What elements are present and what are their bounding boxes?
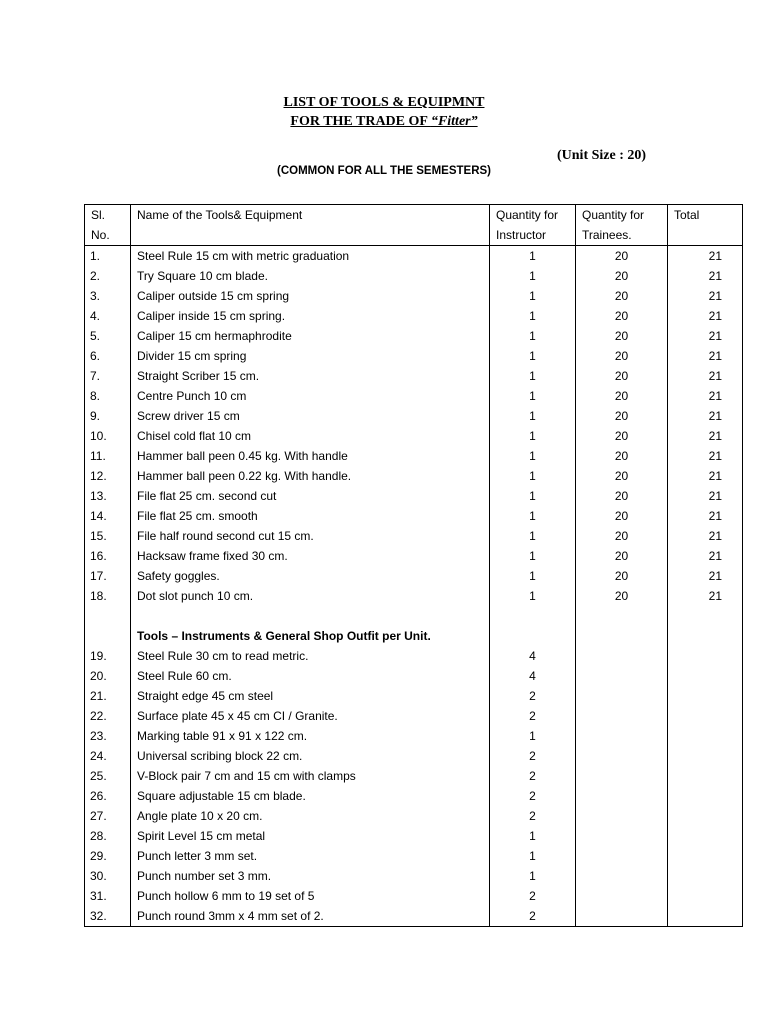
row-qty-instructor: 1 xyxy=(490,866,576,886)
table-row xyxy=(85,826,743,846)
section-sl-cell xyxy=(85,626,131,646)
row-tool-name: Spirit Level 15 cm metal xyxy=(131,826,490,846)
table-row xyxy=(85,306,743,326)
table-row xyxy=(85,466,743,486)
row-total: 21 xyxy=(668,586,743,606)
row-qty-trainees: 20 xyxy=(576,506,668,526)
row-total xyxy=(668,786,743,806)
col-header-name: Name of the Tools& Equipment xyxy=(131,205,490,246)
row-qty-trainees: 20 xyxy=(576,366,668,386)
table-row xyxy=(85,406,743,426)
row-total: 21 xyxy=(668,286,743,306)
row-qty-instructor: 2 xyxy=(490,786,576,806)
row-qty-trainees xyxy=(576,686,668,706)
row-qty-trainees: 20 xyxy=(576,286,668,306)
row-tool-name: Punch hollow 6 mm to 19 set of 5 xyxy=(131,886,490,906)
row-tool-name: Hammer ball peen 0.22 kg. With handle. xyxy=(131,466,490,486)
row-qty-trainees: 20 xyxy=(576,406,668,426)
row-sl-no: 3. xyxy=(85,286,131,306)
row-tool-name: Steel Rule 30 cm to read metric. xyxy=(131,646,490,666)
row-qty-instructor: 4 xyxy=(490,646,576,666)
row-sl-no: 32. xyxy=(85,906,131,927)
row-total xyxy=(668,886,743,906)
row-tool-name: Surface plate 45 x 45 cm CI / Granite. xyxy=(131,706,490,726)
row-total xyxy=(668,686,743,706)
table-row xyxy=(85,286,743,306)
row-total: 21 xyxy=(668,246,743,267)
row-tool-name: Dot slot punch 10 cm. xyxy=(131,586,490,606)
row-tool-name: Square adjustable 15 cm blade. xyxy=(131,786,490,806)
row-sl-no: 26. xyxy=(85,786,131,806)
row-qty-instructor: 1 xyxy=(490,286,576,306)
row-qty-instructor: 1 xyxy=(490,726,576,746)
row-qty-trainees: 20 xyxy=(576,246,668,267)
row-qty-instructor: 2 xyxy=(490,906,576,927)
row-total: 21 xyxy=(668,426,743,446)
row-sl-no: 17. xyxy=(85,566,131,586)
row-sl-no: 23. xyxy=(85,726,131,746)
row-qty-instructor: 1 xyxy=(490,486,576,506)
table-row xyxy=(85,726,743,746)
document-title: LIST OF TOOLS & EQUIPMNT xyxy=(283,95,485,110)
row-qty-trainees xyxy=(576,666,668,686)
table-row xyxy=(85,506,743,526)
col-header-instructor: Quantity for Instructor xyxy=(490,205,576,246)
row-qty-instructor: 2 xyxy=(490,686,576,706)
row-tool-name: Caliper inside 15 cm spring. xyxy=(131,306,490,326)
spacer-cell xyxy=(490,606,576,626)
row-qty-trainees xyxy=(576,726,668,746)
table-row xyxy=(85,806,743,826)
table-row xyxy=(85,546,743,566)
row-sl-no: 22. xyxy=(85,706,131,726)
row-qty-instructor: 1 xyxy=(490,426,576,446)
row-qty-instructor: 1 xyxy=(490,586,576,606)
table-row xyxy=(85,566,743,586)
row-qty-trainees xyxy=(576,706,668,726)
row-sl-no: 12. xyxy=(85,466,131,486)
row-qty-instructor: 1 xyxy=(490,446,576,466)
row-qty-instructor: 1 xyxy=(490,566,576,586)
row-sl-no: 28. xyxy=(85,826,131,846)
row-total: 21 xyxy=(668,566,743,586)
row-sl-no: 25. xyxy=(85,766,131,786)
row-total xyxy=(668,646,743,666)
row-total: 21 xyxy=(668,406,743,426)
row-qty-trainees: 20 xyxy=(576,446,668,466)
row-qty-instructor: 1 xyxy=(490,546,576,566)
table-row xyxy=(85,866,743,886)
row-total xyxy=(668,746,743,766)
col-header-sl: Sl. No. xyxy=(85,205,131,246)
row-tool-name: Steel Rule 60 cm. xyxy=(131,666,490,686)
row-qty-instructor: 1 xyxy=(490,466,576,486)
row-total: 21 xyxy=(668,306,743,326)
table-row xyxy=(85,246,743,267)
row-tool-name: File flat 25 cm. second cut xyxy=(131,486,490,506)
row-qty-trainees xyxy=(576,806,668,826)
trade-prefix: FOR THE TRADE OF xyxy=(290,114,431,129)
row-total xyxy=(668,766,743,786)
row-tool-name: File flat 25 cm. smooth xyxy=(131,506,490,526)
row-qty-instructor: 4 xyxy=(490,666,576,686)
row-sl-no: 27. xyxy=(85,806,131,826)
row-tool-name: V-Block pair 7 cm and 15 cm with clamps xyxy=(131,766,490,786)
row-sl-no: 7. xyxy=(85,366,131,386)
spacer-cell xyxy=(131,606,490,626)
row-tool-name: Angle plate 10 x 20 cm. xyxy=(131,806,490,826)
row-qty-trainees: 20 xyxy=(576,566,668,586)
row-tool-name: Universal scribing block 22 cm. xyxy=(131,746,490,766)
table-row xyxy=(85,446,743,466)
section-heading: Tools – Instruments & General Shop Outfit per Unit. xyxy=(131,626,490,646)
table-row xyxy=(85,766,743,786)
row-sl-no: 30. xyxy=(85,866,131,886)
row-sl-no: 2. xyxy=(85,266,131,286)
row-qty-trainees: 20 xyxy=(576,306,668,326)
row-total: 21 xyxy=(668,526,743,546)
row-sl-no: 10. xyxy=(85,426,131,446)
table-row xyxy=(85,326,743,346)
spacer-cell xyxy=(85,606,131,626)
row-total xyxy=(668,666,743,686)
row-tool-name: Divider 15 cm spring xyxy=(131,346,490,366)
tools-table xyxy=(84,204,743,927)
table-row xyxy=(85,526,743,546)
row-total: 21 xyxy=(668,486,743,506)
row-qty-instructor: 1 xyxy=(490,846,576,866)
row-qty-instructor: 2 xyxy=(490,886,576,906)
row-tool-name: Steel Rule 15 cm with metric graduation xyxy=(131,246,490,267)
row-qty-instructor: 1 xyxy=(490,386,576,406)
row-tool-name: Straight Scriber 15 cm. xyxy=(131,366,490,386)
section-heading-row xyxy=(85,626,743,646)
row-qty-instructor: 2 xyxy=(490,706,576,726)
common-note: (COMMON FOR ALL THE SEMESTERS) xyxy=(276,165,492,177)
row-qty-trainees: 20 xyxy=(576,326,668,346)
row-sl-no: 19. xyxy=(85,646,131,666)
row-tool-name: File half round second cut 15 cm. xyxy=(131,526,490,546)
row-qty-instructor: 2 xyxy=(490,806,576,826)
spacer-cell xyxy=(576,606,668,626)
row-tool-name: Try Square 10 cm blade. xyxy=(131,266,490,286)
row-sl-no: 1. xyxy=(85,246,131,267)
row-total xyxy=(668,866,743,886)
row-qty-trainees: 20 xyxy=(576,546,668,566)
table-row xyxy=(85,906,743,927)
row-qty-instructor: 1 xyxy=(490,246,576,267)
row-qty-trainees xyxy=(576,866,668,886)
table-row xyxy=(85,686,743,706)
row-sl-no: 8. xyxy=(85,386,131,406)
row-tool-name: Punch round 3mm x 4 mm set of 2. xyxy=(131,906,490,927)
row-sl-no: 6. xyxy=(85,346,131,366)
table-row xyxy=(85,786,743,806)
row-qty-trainees xyxy=(576,766,668,786)
row-sl-no: 21. xyxy=(85,686,131,706)
row-sl-no: 16. xyxy=(85,546,131,566)
row-sl-no: 15. xyxy=(85,526,131,546)
section-empty-cell xyxy=(668,626,743,646)
row-qty-instructor: 1 xyxy=(490,406,576,426)
row-total: 21 xyxy=(668,386,743,406)
table-row xyxy=(85,346,743,366)
row-sl-no: 18. xyxy=(85,586,131,606)
row-sl-no: 24. xyxy=(85,746,131,766)
table-row xyxy=(85,366,743,386)
row-qty-instructor: 1 xyxy=(490,266,576,286)
row-tool-name: Caliper outside 15 cm spring xyxy=(131,286,490,306)
row-qty-trainees: 20 xyxy=(576,386,668,406)
row-tool-name: Marking table 91 x 91 x 122 cm. xyxy=(131,726,490,746)
row-qty-instructor: 1 xyxy=(490,526,576,546)
row-total xyxy=(668,846,743,866)
row-sl-no: 29. xyxy=(85,846,131,866)
trade-name: “Fitter” xyxy=(430,114,478,129)
row-qty-instructor: 1 xyxy=(490,306,576,326)
row-tool-name: Screw driver 15 cm xyxy=(131,406,490,426)
row-tool-name: Caliper 15 cm hermaphrodite xyxy=(131,326,490,346)
table-body xyxy=(85,246,743,927)
table-row xyxy=(85,266,743,286)
row-tool-name: Centre Punch 10 cm xyxy=(131,386,490,406)
row-qty-trainees xyxy=(576,646,668,666)
table-row xyxy=(85,486,743,506)
row-qty-instructor: 2 xyxy=(490,766,576,786)
row-total: 21 xyxy=(668,546,743,566)
row-tool-name: Punch letter 3 mm set. xyxy=(131,846,490,866)
row-sl-no: 31. xyxy=(85,886,131,906)
row-tool-name: Straight edge 45 cm steel xyxy=(131,686,490,706)
table-row xyxy=(85,746,743,766)
section-empty-cell xyxy=(490,626,576,646)
table-row xyxy=(85,586,743,606)
row-qty-trainees xyxy=(576,886,668,906)
row-total xyxy=(668,706,743,726)
row-total xyxy=(668,726,743,746)
row-qty-instructor: 1 xyxy=(490,826,576,846)
row-qty-trainees xyxy=(576,786,668,806)
row-sl-no: 11. xyxy=(85,446,131,466)
row-total: 21 xyxy=(668,266,743,286)
col-header-total: Total xyxy=(668,205,743,246)
row-tool-name: Hacksaw frame fixed 30 cm. xyxy=(131,546,490,566)
row-qty-trainees: 20 xyxy=(576,346,668,366)
row-total xyxy=(668,806,743,826)
row-qty-instructor: 1 xyxy=(490,326,576,346)
row-total: 21 xyxy=(668,446,743,466)
table-row xyxy=(85,386,743,406)
row-qty-trainees xyxy=(576,826,668,846)
table-header xyxy=(85,205,743,246)
row-sl-no: 4. xyxy=(85,306,131,326)
spacer-cell xyxy=(668,606,743,626)
row-qty-trainees: 20 xyxy=(576,486,668,506)
row-qty-trainees: 20 xyxy=(576,266,668,286)
row-qty-instructor: 2 xyxy=(490,746,576,766)
table-row xyxy=(85,426,743,446)
row-qty-trainees: 20 xyxy=(576,426,668,446)
row-tool-name: Chisel cold flat 10 cm xyxy=(131,426,490,446)
document-subtitle-trade xyxy=(0,114,768,130)
table-row xyxy=(85,706,743,726)
row-total xyxy=(668,906,743,927)
row-qty-trainees: 20 xyxy=(576,586,668,606)
row-qty-trainees: 20 xyxy=(576,466,668,486)
row-total: 21 xyxy=(668,466,743,486)
row-tool-name: Safety goggles. xyxy=(131,566,490,586)
row-qty-trainees xyxy=(576,746,668,766)
row-qty-trainees xyxy=(576,906,668,927)
unit-size: (Unit Size : 20) xyxy=(557,148,647,163)
row-total: 21 xyxy=(668,506,743,526)
row-tool-name: Punch number set 3 mm. xyxy=(131,866,490,886)
row-tool-name: Hammer ball peen 0.45 kg. With handle xyxy=(131,446,490,466)
row-qty-instructor: 1 xyxy=(490,506,576,526)
table-row xyxy=(85,666,743,686)
table-row xyxy=(85,646,743,666)
table-row xyxy=(85,886,743,906)
row-total: 21 xyxy=(668,346,743,366)
section-empty-cell xyxy=(576,626,668,646)
row-qty-trainees xyxy=(576,846,668,866)
row-total: 21 xyxy=(668,366,743,386)
row-sl-no: 14. xyxy=(85,506,131,526)
row-qty-trainees: 20 xyxy=(576,526,668,546)
row-sl-no: 9. xyxy=(85,406,131,426)
row-total: 21 xyxy=(668,326,743,346)
row-sl-no: 5. xyxy=(85,326,131,346)
spacer-row xyxy=(85,606,743,626)
row-qty-instructor: 1 xyxy=(490,346,576,366)
table-row xyxy=(85,846,743,866)
row-total xyxy=(668,826,743,846)
row-sl-no: 13. xyxy=(85,486,131,506)
row-sl-no: 20. xyxy=(85,666,131,686)
col-header-trainees: Quantity for Trainees. xyxy=(576,205,668,246)
row-qty-instructor: 1 xyxy=(490,366,576,386)
